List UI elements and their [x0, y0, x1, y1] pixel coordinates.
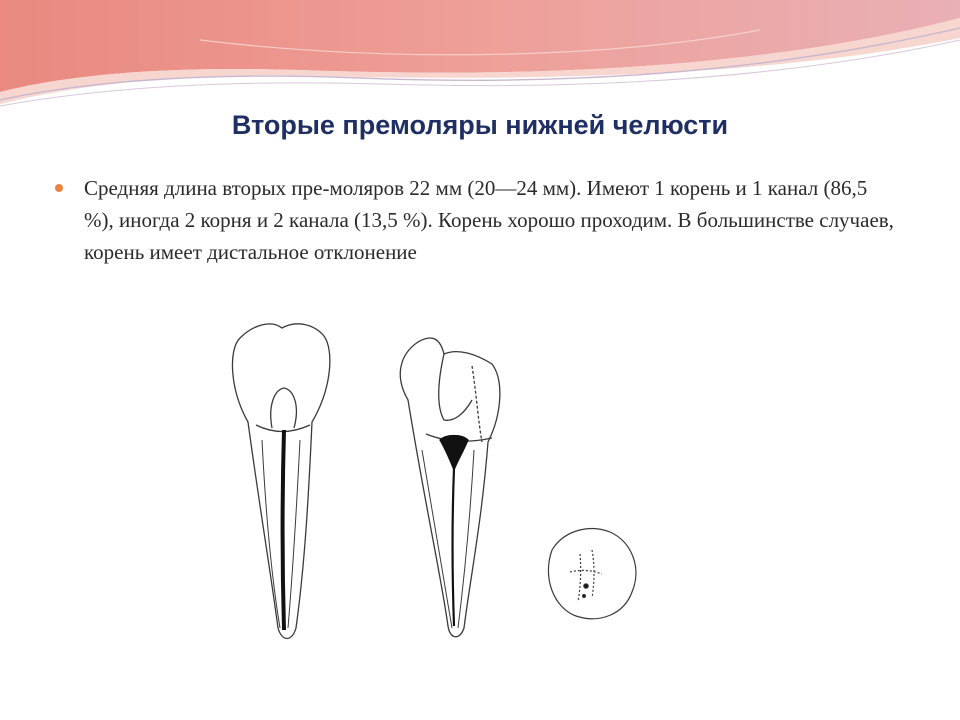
tooth-cross-section-view	[548, 529, 635, 619]
tooth-lateral-view	[400, 338, 500, 637]
decorative-header-swoosh	[0, 0, 960, 110]
slide-title: Вторые премоляры нижней челюсти	[231, 110, 729, 140]
body-text: Средняя длина вторых пре-моляров 22 мм (20—24 мм). Имеют 1 корень и 1 канал (86,5 %), иногда 2 корня и 2 канала (13,5 %). Корень хорошо проходим. В большинстве случаев, корень имеет дистальное отклонение	[84, 176, 894, 264]
bullet-list	[55, 172, 895, 268]
tooth-frontal-view	[232, 324, 329, 639]
premolar-illustration	[200, 310, 660, 710]
bullet-dot-icon	[55, 184, 63, 192]
list-item	[55, 172, 895, 268]
